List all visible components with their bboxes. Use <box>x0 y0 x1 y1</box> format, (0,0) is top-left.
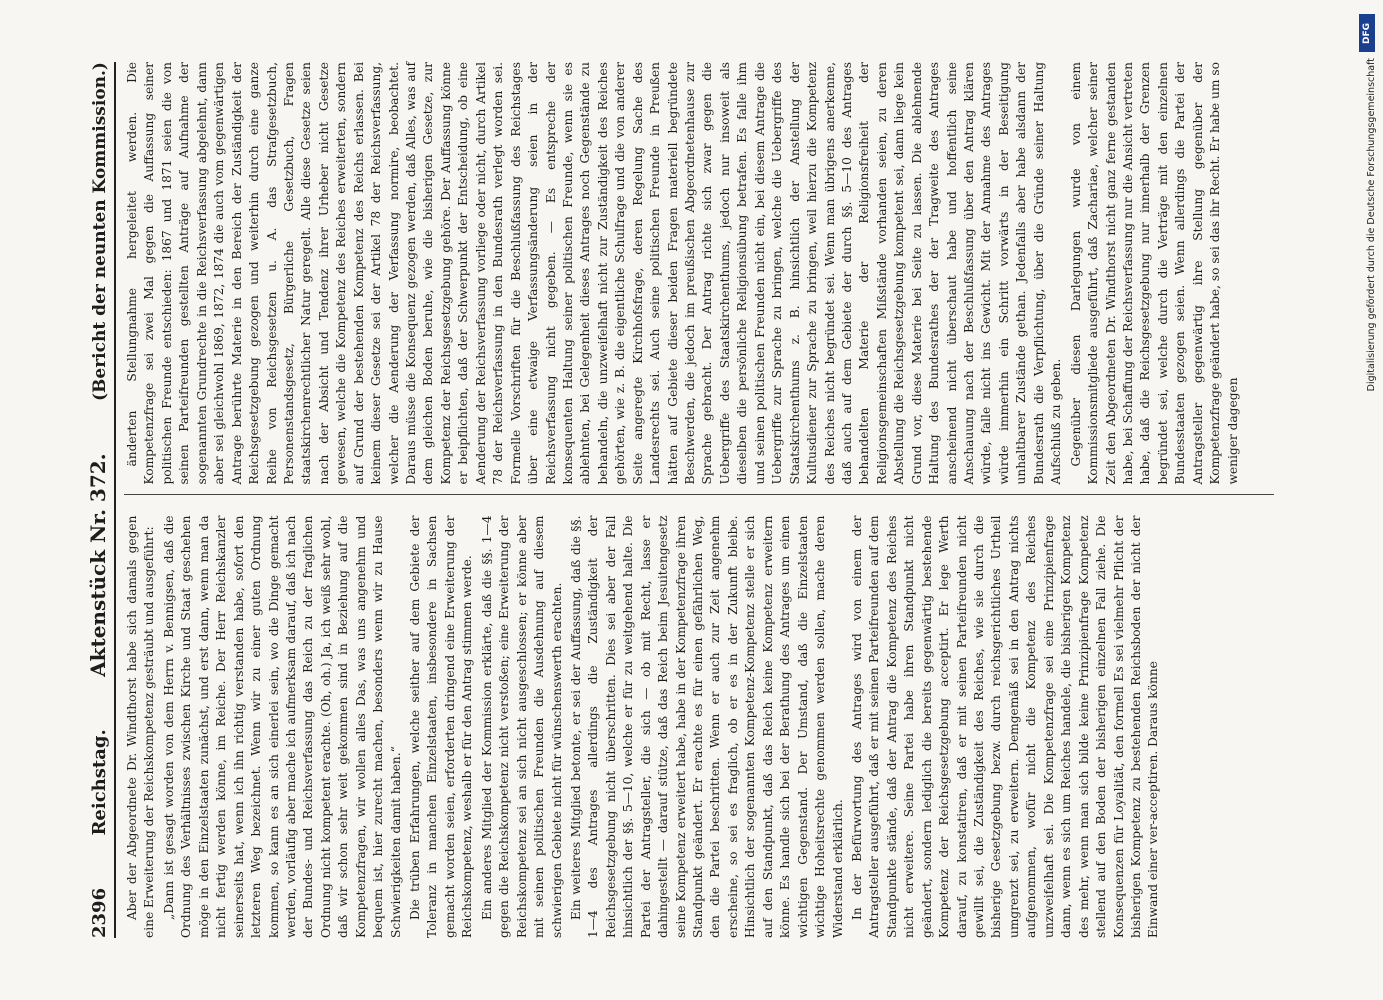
header-center: Aktenstück Nr. 372. <box>86 453 110 677</box>
header-left: Reichstag. <box>89 729 110 836</box>
paragraph: Ein anderes Mitglied der Kommission erklärte, daß die §§. 1—4 gegen die Reichskompetenz nicht verstoßen; eine Erweiterung der Reichskompetenz sei an sich nicht ausgeschlossen; er könne aber mit seinen politischen Freunden die Ausdehnung auf diesem schwierigen Gebiete nicht für wünschenswerth erachten. <box>479 515 564 938</box>
paragraph: „Dann ist gesagt worden von dem Herrn v. Bennigsen, daß die Ordnung des Verhältnisses zwischen Kirche und Staat geschehen möge in den Einzelstaaten zunächst, und erst dann, wenn man da nicht fertig werden könne, im Reiche. Der Herr Reichskanzler seinerseits hat, wenn ich ihn richtig verstanden habe, sofort den letzteren Weg bezeichnet. Wenn wir zu einer guten Ordnung kommen, so kann es an sich einerlei sein, wo die Dinge gemacht werden, vorläufig aber mache ich aufmerksam darauf, daß ich nach der Bundes- und Reichsverfassung das Reich zu der fraglichen Ordnung nicht kompetent erachte. (Oh, oh.) Ja, ich weiß sehr wohl, daß wir schon sehr weit gekommen sind in Beziehung auf die Kompetenzfragen, wir wollen alles Das, was uns angenehm und bequem ist, hier zurecht machen, besonders wenn wir zu Hause Schwierigkeiten damit haben.“ <box>161 515 403 938</box>
scanned-sheet <box>40 0 1340 1000</box>
digitization-text: Digitalisierung gefördert durch die Deutsche Forschungsgemeinschaft <box>1366 58 1377 392</box>
paragraph: Ein weiteres Mitglied betonte, er sei der Auffassung, daß die §§. 1—4 des Antrages allerdings die Zuständigkeit der Reichsgesetzgebung nicht überschritten. Dies sei aber der Fall hinsichtlich der §§. 5—10, welche er für zu weitgehend halte. Die Partei der Antragsteller, die sich — ob mit Recht, lasse er dahingestellt — darauf stütze, daß das Reich beim Jesuitengesetz seine Kompetenz erweitert habe, habe in der Kompetenzfrage ihren Standpunkt geändert. Er erachte es für einen gefährlichen Weg, den die Partei beschritten. Wenn er auch zur Zeit angenehm erscheine, so sei es fraglich, ob er es in der Zukunft bleibe. Hinsichtlich der sogenannten Kompetenz-Kompetenz stelle er sich auf den Standpunkt, daß das Reich keine Kompetenz erweitern könne. Es handle sich bei der Berathung des Antrages um einen wichtigen Gegenstand. Der Umstand, daß die Einzelstaaten wichtige Hoheitsrechte genommen werden sollen, mache deren Widerstand erklärlich. <box>568 515 845 938</box>
dfg-logo: DFG <box>1359 14 1375 52</box>
paragraph: Gegenüber diesen Darlegungen wurde von einem Kommissionsmitgliede ausgeführt, daß Zachariae, welcher seiner Zeit den Abgeordneten Dr. Windthorst nicht ganz ferne gestanden habe, bei Schaffung der Reichsverfassung nur die Ansicht vertreten habe, daß die Reichsgesetzgebung nur innerhalb der Grenzen begründet sei, welche durch die Verträge mit den einzelnen Bundesstaaten gezogen seien. Wenn allerdings die Partei der Antragsteller gegenwärtig ihre Stellung gegenüber der Kompetenzfrage geändert habe, so sei das ihr Recht. Er habe um so weniger dagegen <box>1068 62 1240 485</box>
column-right <box>124 62 1274 496</box>
digitization-note <box>1351 14 1381 994</box>
paragraph: änderten Stellungnahme hergeleitet werden. Die Kompetenzfrage sei zwei Mal gegen die Auffassung seiner politischen Freunde entschieden: 1867 und 1871 seien die von seinen Parteifreunden gestellten Anträge auf Aufnahme der sogenannten Grundrechte in die Reichsverfassung abgelehnt, dann aber sei gleichwohl 1869, 1872, 1874 die auch vom gegenwärtigen Antrage berührte Materie in den Bereich der Zuständigkeit der Reichsgesetzgebung gezogen und weiterhin durch eine ganze Reihe von Reichsgesetzen u. A. das Strafgesetzbuch, Personenstandsgesetz, Bürgerliche Gesetzbuch, Fragen staatskirchenrechtlicher Natur geregelt. Alle diese Gesetze seien nach der Absicht und Tendenz ihrer Urheber nicht Gesetze gewesen, welche die Kompetenz des Reiches erweiterten, sondern auf Grund der bestehenden Kompetenz des Reichs erlassen. Bei keinem dieser Gesetze sei der Artikel 78 der Reichsverfassung, welcher die Aenderung der Verfassung normire, beobachtet. Daraus müsse die Konsequenz gezogen werden, daß Alles, was auf dem gleichen Boden beruhe, wie die bisherigen Gesetze, zur Kompetenz der Reichsgesetzgebung gehöre. Der Auffassung könne er beipflichten, daß der Schwerpunkt der Entscheidung, ob eine Aenderung der Reichsverfassung vorliege oder nicht, durch Artikel 78 der Reichsverfassung in den Bundesrath verlegt worden sei. Formelle Vorschriften für die Beschlußfassung des Reichstages über eine etwaige Verfassungsänderung seien in der Reichsverfassung nicht gegeben. — Es entspreche der konsequenten Haltung seiner politischen Freunde, wenn sie es ablehnten, bei Gelegenheit dieses Antrages noch Gegenstände zu behandeln, die unzweifelhaft nicht zur Zuständigkeit des Reiches gehörten, wie z. B. die eigentliche Schulfrage und die von anderer Seite angeregte Kirchhofsfrage, deren Regelung Sache des Landesrechts sei. Auch seine politischen Freunde in Preußen hätten auf Gebiete dieser beiden Fragen materiell begründete Beschwerden, die jedoch im preußischen Abgeordnetenhause zur Sprache gebracht. Der Antrag richte sich zwar gegen die Uebergriffe des Staatskirchenthums, jedoch nur insoweit als dieselben die persönliche Religionsübung betrafen. Es falle ihm und seinen politischen Freunden nicht ein, bei diesem Antrage die Uebergriffe zur Sprache zu bringen, welche die Uebergriffe des Staatskirchenthums z. B. hinsichtlich der Anstellung der Kultusdiener zur Sprache zu bringen, weil hierzu die Kompetenz des Reiches nicht begründet sei. Wenn man übrigens anerkenne, daß auch auf dem Gebiete der durch §§. 5—10 des Antrages behandelten Materie der Religionsfreiheit der Religionsgemeinschaften Mißstände vorhanden seien, zu deren Abstellung die Reichsgesetzgebung kompetent sei, dann liege kein Grund vor, diese Materie bei Seite zu lassen. Die ablehnende Haltung des Bundesrathes der der Tragweite des Antrages anscheinend nicht überschaut habe und hoffentlich seine Anschauung nach der Beschlußfassung über den Antrag klären würde, falle nicht ins Gewicht. Mit der Annahme des Antrages würde immerhin ein Schritt vorwärts in der Beseitigung unhaltbarer Zustände gethan. Jedenfalls aber habe alsdann der Bundesrath die Verpflichtung, über die Gründe seiner Haltung Aufschluß zu geben. <box>125 62 1064 485</box>
column-left <box>124 516 1274 939</box>
paragraph: Aber der Abgeordnete Dr. Windthorst habe sich damals gegen eine Erweiterung der Reichskompetenz gesträubt und ausgeführt: <box>125 515 157 938</box>
page-number: 2396 <box>89 887 110 938</box>
text-columns <box>124 62 1274 938</box>
document-page <box>70 40 1310 960</box>
paragraph: In der Befürwortung des Antrages wird von einem der Antragsteller ausgeführt, daß er mit seinen Parteifreunden auf dem Standpunkte stände, daß der Antrag die Kompetenz des Reiches nicht erweitere. Seine Partei habe ihren Standpunkt nicht geändert, sondern lediglich die bereits gegenwärtig bestehende Kompetenz der Reichsgesetzgebung acceptirt. Er lege Werth darauf, zu konstatiren, daß er mit seinen Parteifreunden nicht gewillt sei, die Zuständigkeit des Reiches, wie sie durch die bisherige Gesetzgebung bezw. durch reichsgerichtliches Urtheil umgrenzt sei, zu erweitern. Demgemäß sei in den Antrag nichts aufgenommen, wofür nicht die Kompetenz des Reiches unzweifelhaft sei. Die Kompetenzfrage sei eine Prinzipienfrage dann, wenn es sich um Reiches handele, die bisherigen Kompetenz des mehr, wenn man sich bilde keine Prinzipienfrage Kompetenz stellend auf den Boden der bisherigen einzelnen Fall ziehe. Die Konsequenzen für Loyalität, den formell Es sei vielmehr Pflicht der bisherigen Kompetenz zu bestehenden Reichsboden der nicht der Einwand einer ver-acceptiren. Daraus könne <box>849 515 1161 938</box>
paragraph: Die trüben Erfahrungen, welche seither auf dem Gebiete der Toleranz in manchen Einzelstaaten, insbesondere in Sachsen gemacht worden seien, erforderten dringend eine Erweiterung der Reichskompetenz, weshalb er für den Antrag stimmen werde. <box>408 515 475 938</box>
header-right: (Bericht der neunten Kommission.) <box>90 62 110 401</box>
page-header <box>86 62 116 938</box>
